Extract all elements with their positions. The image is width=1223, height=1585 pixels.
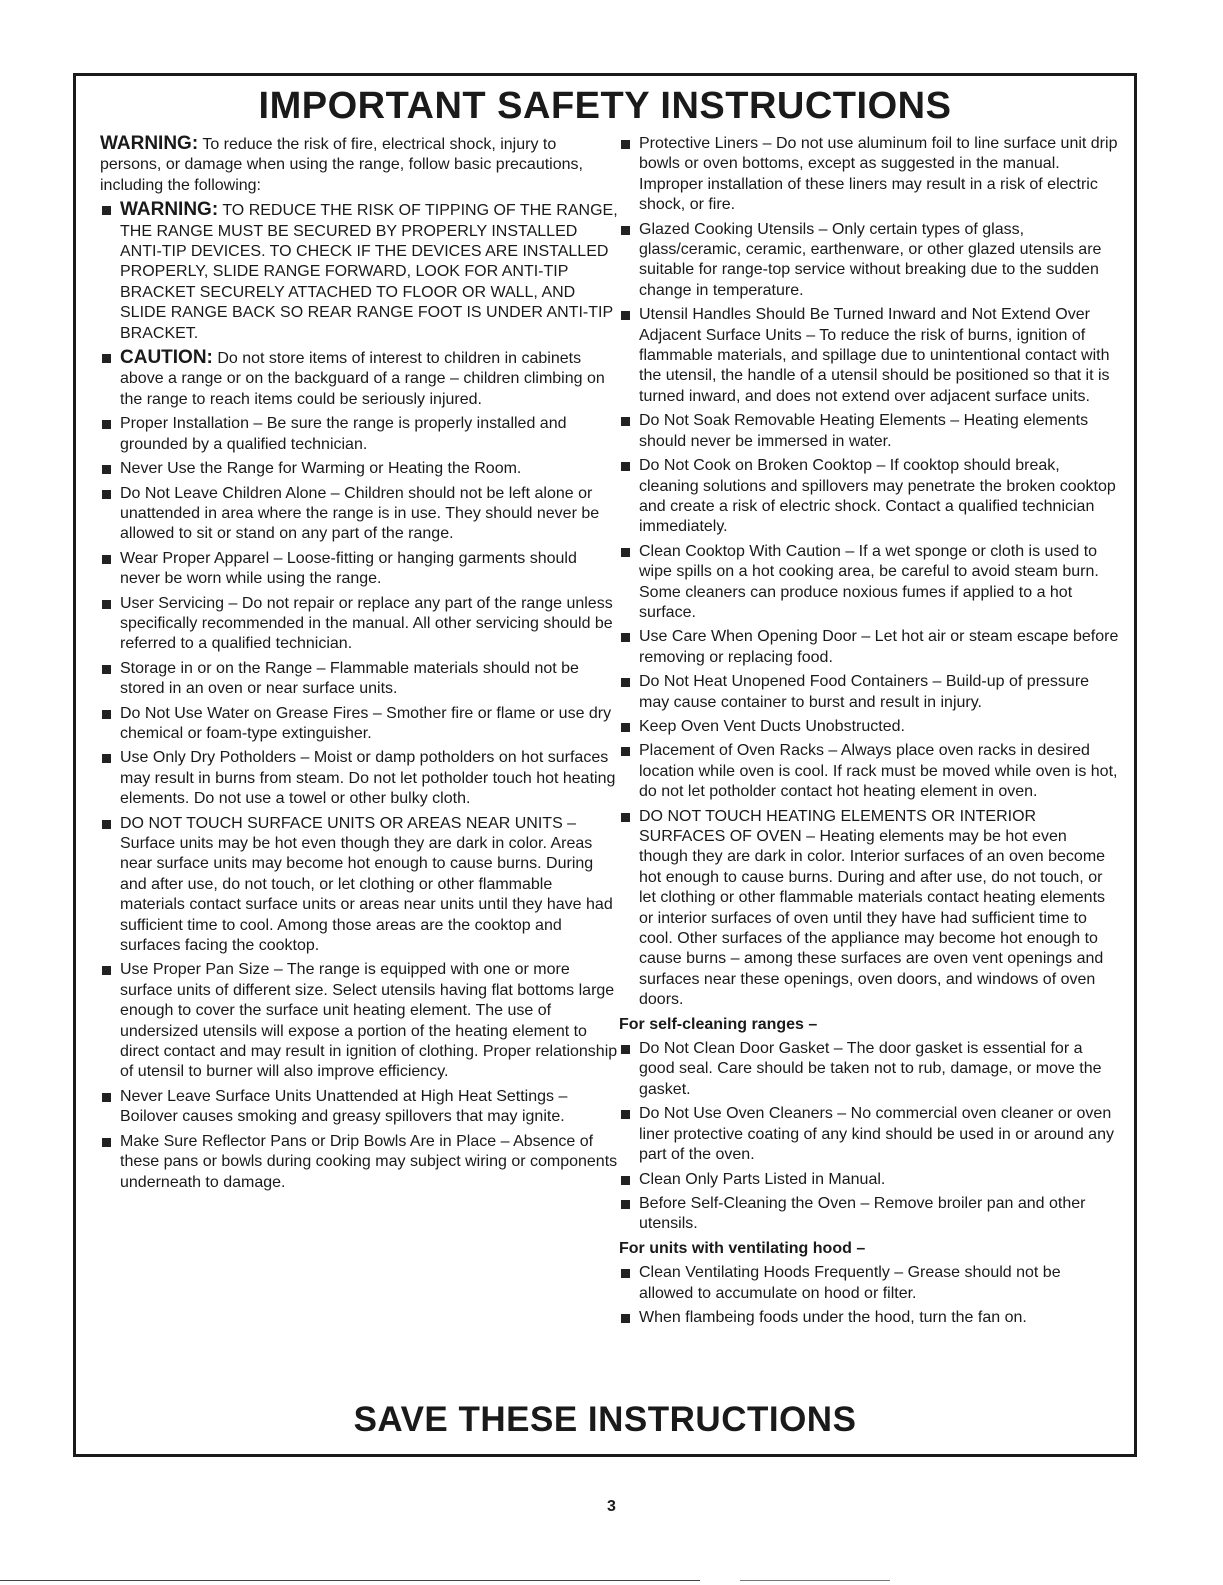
list-item: [619, 542, 1119, 624]
bullet-square-icon: [102, 465, 111, 474]
list-item: [619, 1170, 1119, 1190]
bullet-square-icon: [102, 820, 111, 829]
bullet-square-icon: [102, 710, 111, 719]
item-text: Do not store items of interest to children in cabinets above a range or on the backguard of a range – children climbing on the range to reach items could be seriously injured.: [120, 350, 605, 408]
list-item: [619, 1263, 1119, 1304]
item-text: Before Self-Cleaning the Oven – Remove broiler pan and other utensils.: [639, 1194, 1086, 1233]
left-column: [100, 134, 620, 1197]
list-item: [100, 200, 620, 344]
list-item: [100, 814, 620, 957]
item-text: Never Leave Surface Units Unattended at High Heat Settings – Boilover causes smoking and greasy spillovers that may ignite.: [120, 1087, 568, 1126]
vent-hood-list: [619, 1263, 1119, 1328]
item-text: Do Not Soak Removable Heating Elements – Heating elements should never be immersed in water.: [639, 412, 1089, 450]
bullet-square-icon: [102, 206, 111, 215]
bullet-square-icon: [102, 354, 111, 363]
item-text: Protective Liners – Do not use aluminum foil to line surface unit drip bowls or oven bottoms, except as suggested in the manual. Improper installation of these liners may result in a risk of electric shock, or fire.: [639, 135, 1118, 214]
item-text: Proper Installation – Be sure the range is properly installed and grounded by a qualified technician.: [120, 415, 567, 453]
bullet-square-icon: [621, 813, 630, 822]
item-text: Do Not Use Oven Cleaners – No commercial oven cleaner or oven liner protective coating of any kind should be used in or around any part of the oven.: [639, 1105, 1114, 1164]
self-cleaning-list: [619, 1039, 1119, 1235]
item-text: Make Sure Reflector Pans or Drip Bowls Are in Place – Absence of these pans or bowls during cooking may subject wiring or components underneath to damage.: [120, 1132, 618, 1191]
bullet-square-icon: [621, 1314, 630, 1323]
bullet-square-icon: [621, 1269, 630, 1278]
vent-hood-heading: For units with ventilating hood –: [619, 1239, 866, 1257]
item-text: Do Not Leave Children Alone – Children should not be left alone or unattended in area where the range is in use. They should never be allowed to sit or stand on any part of the range.: [120, 484, 600, 543]
bullet-square-icon: [621, 226, 630, 235]
list-item: [619, 1308, 1119, 1328]
list-item: [619, 305, 1119, 407]
bullet-square-icon: [102, 665, 111, 674]
page-number: 3: [607, 1498, 616, 1515]
list-item: [100, 594, 620, 655]
right-column: [619, 134, 1119, 1332]
list-item: [619, 411, 1119, 452]
item-text: DO NOT TOUCH HEATING ELEMENTS OR INTERIOR SURFACES OF OVEN – Heating elements may be hot even though they are dark in color. Interior surfaces of an oven become hot enough to cause burns. During and after use, do not touch, or let clothing or other flammable materials contact heating elements or interior surfaces of oven until they have had sufficient time to cool. Other surfaces of the appliance may become hot enough to cause burns – among these surfaces are oven vent openings and surfaces near these openings, oven doors, and windows of oven doors.: [639, 807, 1106, 1009]
bullet-square-icon: [621, 1200, 630, 1209]
item-text: Do Not Clean Door Gasket – The door gasket is essential for a good seal. Care should be taken not to rub, damage, or move the gasket.: [639, 1040, 1102, 1098]
bullet-square-icon: [621, 723, 630, 732]
right-instruction-list: [619, 134, 1119, 1011]
footer-title: SAVE THESE INSTRUCTIONS: [353, 1400, 857, 1439]
list-item: [619, 134, 1119, 216]
intro-warning: [100, 134, 620, 196]
list-item: [619, 220, 1119, 302]
list-item: [100, 459, 620, 479]
bullet-square-icon: [621, 633, 630, 642]
item-text: Do Not Cook on Broken Cooktop – If cooktop should break, cleaning solutions and spillovers may penetrate the broken cooktop and create a risk of electric shock. Contact a qualified technician immediately.: [639, 457, 1116, 536]
list-item: [619, 1039, 1119, 1100]
bullet-square-icon: [621, 140, 630, 149]
page-title: IMPORTANT SAFETY INSTRUCTIONS: [258, 85, 952, 127]
bullet-square-icon: [621, 548, 630, 557]
list-item: [100, 549, 620, 590]
item-text: DO NOT TOUCH SURFACE UNITS OR AREAS NEAR UNITS – Surface units may be hot even though they are dark in color. Areas near surface units may become hot enough to cause burns. During and after use, do not touch, or let clothing or other flammable materials contact surface units or areas near units until they have had sufficient time to cool. Among those areas are the cooktop and surfaces facing the cooktop.: [120, 814, 613, 955]
list-item: [100, 704, 620, 745]
item-lead: WARNING:: [120, 199, 219, 221]
item-text: Do Not Heat Unopened Food Containers – Build-up of pressure may cause container to burst and result in injury.: [639, 673, 1090, 711]
item-text: Clean Only Parts Listed in Manual.: [639, 1170, 886, 1188]
item-text: Glazed Cooking Utensils – Only certain types of glass, glass/ceramic, ceramic, earthenware, or other glazed utensils are suitable for range-top service without breaking due to the sudden change in temperature.: [639, 220, 1102, 299]
item-text: User Servicing – Do not repair or replace any part of the range unless specifically recommended in the manual. All other servicing should be referred to a qualified technician.: [120, 594, 613, 653]
item-text: TO REDUCE THE RISK OF TIPPING OF THE RANGE, THE RANGE MUST BE SECURED BY PROPERLY INSTALLED ANTI-TIP DEVICES. TO CHECK IF THE DEVICES ARE INSTALLED PROPERLY, SLIDE RANGE FORWARD, LOOK FOR ANTI-TIP BRACKET SECURELY ATTACHED TO FLOOR OR WALL, AND SLIDE RANGE BACK SO REAR RANGE FOOT IS UNDER ANTI-TIP BRACKET.: [120, 202, 618, 342]
bullet-square-icon: [621, 311, 630, 320]
bullet-square-icon: [102, 490, 111, 499]
bullet-square-icon: [621, 678, 630, 687]
list-item: [100, 748, 620, 809]
bullet-square-icon: [102, 1093, 111, 1102]
self-cleaning-heading: For self-cleaning ranges –: [619, 1015, 818, 1033]
item-text: Clean Ventilating Hoods Frequently – Grease should not be allowed to accumulate on hood or filter.: [639, 1264, 1061, 1302]
item-text: Never Use the Range for Warming or Heating the Room.: [120, 460, 522, 478]
item-text: When flambeing foods under the hood, turn the fan on.: [639, 1308, 1027, 1326]
item-text: Use Proper Pan Size – The range is equipped with one or more surface units of different size. Select utensils having flat bottoms large enough to cover the surface unit heating element. The use of undersized utensils will expose a portion of the heating element to direct contact and may result in ignition of clothing. Proper relationship of utensil to burner will also improve efficiency.: [120, 961, 618, 1081]
item-text: Keep Oven Vent Ducts Unobstructed.: [639, 717, 905, 735]
list-item: [100, 348, 620, 410]
intro-warning-text: To reduce the risk of fire, electrical shock, injury to persons, or damage when using the range, follow basic precautions, including the following:: [100, 136, 583, 194]
list-item: [100, 1087, 620, 1128]
item-text: Use Only Dry Potholders – Moist or damp potholders on hot surfaces may result in burns from steam. Do not let potholder touch hot heating elements. Do not use a towel or other bulky cloth.: [120, 749, 616, 808]
list-item: [100, 960, 620, 1082]
bottom-edge-line-2: [740, 1580, 890, 1581]
bullet-square-icon: [621, 417, 630, 426]
item-text: Clean Cooktop With Caution – If a wet sponge or cloth is used to wipe spills on a hot cooking area, be careful to avoid steam burn. Some cleaners can produce noxious fumes if applied to a hot surface.: [639, 542, 1099, 621]
bullet-square-icon: [102, 754, 111, 763]
list-item: [619, 1194, 1119, 1235]
item-text: Wear Proper Apparel – Loose-fitting or hanging garments should never be worn while using the range.: [120, 549, 577, 588]
bullet-square-icon: [102, 555, 111, 564]
list-item: [619, 672, 1119, 713]
item-text: Do Not Use Water on Grease Fires – Smother fire or flame or use dry chemical or foam-type extinguisher.: [120, 704, 612, 742]
bullet-square-icon: [621, 1176, 630, 1185]
bullet-square-icon: [102, 966, 111, 975]
list-item: [100, 414, 620, 455]
list-item: [619, 717, 1119, 737]
left-instruction-list: [100, 200, 620, 1193]
list-item: [619, 1104, 1119, 1165]
item-text: Placement of Oven Racks – Always place oven racks in desired location while oven is cool. If rack must be moved while oven is hot, do not let potholder contact hot heating element in oven.: [639, 742, 1118, 801]
item-text: Use Care When Opening Door – Let hot air or steam escape before removing or replacing food.: [639, 628, 1119, 666]
intro-warning-lead: WARNING:: [100, 133, 199, 154]
safety-instructions-box: [73, 73, 1137, 1457]
list-item: [100, 659, 620, 700]
bottom-edge-line: [0, 1580, 700, 1581]
item-text: Storage in or on the Range – Flammable materials should not be stored in an oven or near surface units.: [120, 659, 579, 698]
list-item: [619, 807, 1119, 1011]
bullet-square-icon: [102, 600, 111, 609]
bullet-square-icon: [621, 462, 630, 471]
list-item: [619, 627, 1119, 668]
list-item: [619, 741, 1119, 802]
list-item: [100, 484, 620, 545]
list-item: [619, 456, 1119, 538]
bullet-square-icon: [102, 420, 111, 429]
item-lead: CAUTION:: [120, 347, 213, 369]
bullet-square-icon: [621, 1045, 630, 1054]
bullet-square-icon: [621, 1110, 630, 1119]
list-item: [100, 1132, 620, 1193]
bullet-square-icon: [621, 747, 630, 756]
bullet-square-icon: [102, 1138, 111, 1147]
item-text: Utensil Handles Should Be Turned Inward and Not Extend Over Adjacent Surface Units – To reduce the risk of burns, ignition of flammable materials, and spillage due to unintentional contact with the utensil, the handle of a utensil should be positioned so that it is turned inward, and does not extend over adjacent surface units.: [639, 306, 1110, 405]
